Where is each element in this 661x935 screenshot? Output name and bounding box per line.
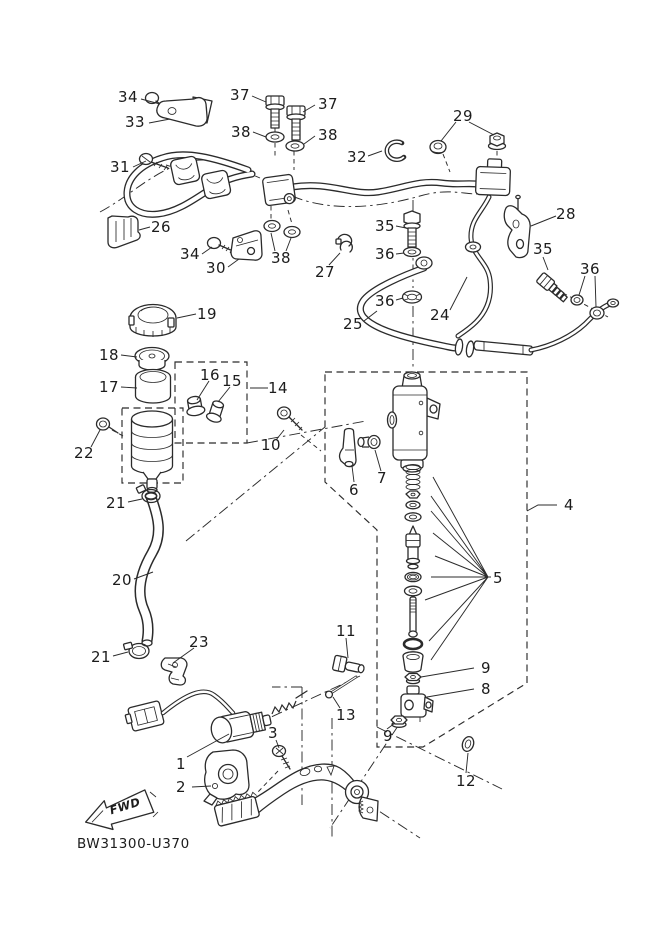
diaphragm-17: [136, 370, 171, 404]
part-label-26: 26: [150, 218, 172, 236]
part-label-34-b: 34: [179, 245, 201, 263]
part-label-36-b: 36: [579, 260, 601, 278]
cotter-pin-13: [326, 677, 356, 698]
part-label-13: 13: [335, 706, 357, 724]
part-label-5: 5: [492, 569, 504, 587]
washer-36-mid: [403, 291, 422, 303]
part-label-12: 12: [455, 772, 477, 790]
part-label-4: 4: [563, 496, 575, 514]
part-label-9-b: 9: [480, 659, 492, 677]
part-label-23: 23: [188, 633, 210, 651]
part-label-21-b: 21: [90, 648, 112, 666]
nut-29-right: [489, 133, 506, 150]
nut-29-left: [430, 141, 446, 154]
push-rod-pin-11: [332, 655, 365, 676]
phantom-lines: [100, 108, 608, 838]
assembly-boxes: [122, 362, 527, 747]
fwd-arrow-label: FWD: [107, 794, 143, 818]
part-label-15: 15: [221, 372, 243, 390]
part-label-2: 2: [175, 778, 187, 796]
part-label-6: 6: [348, 481, 360, 499]
master-cylinder-body: [388, 372, 441, 472]
screw-3: [273, 746, 291, 770]
part-label-38-c: 38: [270, 249, 292, 267]
part-label-25: 25: [342, 315, 364, 333]
reservoir-hose-20: [140, 493, 158, 646]
part-label-18: 18: [98, 346, 120, 364]
part-label-38-b: 38: [317, 126, 339, 144]
clevis-joint-8: [401, 686, 433, 722]
reservoir-body: [132, 411, 173, 493]
part-label-3: 3: [267, 724, 279, 742]
banjo-bolt-35-right: [536, 272, 570, 303]
part-label-32: 32: [346, 148, 368, 166]
part-label-10: 10: [260, 436, 282, 454]
part-label-1: 1: [175, 755, 187, 773]
part-label-33: 33: [124, 113, 146, 131]
washers-36-right: [571, 295, 604, 319]
bolt-37-left: [266, 96, 284, 128]
bracket-30: [231, 231, 262, 260]
part-label-22: 22: [73, 444, 95, 462]
part-label-30: 30: [205, 259, 227, 277]
part-label-9-a: 9: [382, 727, 394, 745]
boot-7: [358, 436, 380, 449]
part-label-28: 28: [555, 205, 577, 223]
piston-kit-5: [403, 464, 423, 672]
part-label-21-a: 21: [105, 494, 127, 512]
part-label-38-a: 38: [230, 123, 252, 141]
part-label-14: 14: [267, 379, 289, 397]
part-label-29: 29: [452, 107, 474, 125]
washers-38-bottom: [264, 221, 300, 238]
part-label-31: 31: [109, 158, 131, 176]
washer-12: [460, 735, 475, 753]
part-label-35-b: 35: [532, 240, 554, 258]
part-label-11: 11: [335, 622, 357, 640]
part-label-35-a: 35: [374, 217, 396, 235]
elbow-joint-6: [340, 429, 356, 467]
part-code: BW31300-U370: [77, 836, 190, 852]
reservoir-cap-19: [129, 305, 176, 338]
part-label-24: 24: [429, 306, 451, 324]
part-label-37-a: 37: [229, 86, 251, 104]
part-label-17: 17: [98, 378, 120, 396]
bolt-37-right: [287, 106, 305, 140]
screw-34-bottom: [208, 238, 234, 254]
clip-32: [387, 140, 406, 160]
washer-38-top-right: [286, 141, 304, 151]
hose-joint-block: [476, 158, 511, 195]
part-label-16: 16: [199, 366, 221, 384]
washer-38-top-left: [266, 132, 284, 142]
brake-switch-1: [209, 707, 273, 745]
part-label-8: 8: [480, 680, 492, 698]
bracket-28: [504, 195, 530, 257]
washer-36-left: [404, 248, 421, 257]
screw-10: [278, 407, 303, 430]
holder-clip-26: [108, 216, 140, 248]
part-label-20: 20: [111, 571, 133, 589]
switch-connector: [124, 700, 165, 732]
part-label-19: 19: [196, 305, 218, 323]
brake-pipe-24: [458, 197, 490, 336]
switch-cable: [163, 692, 233, 713]
part-label-7: 7: [376, 469, 388, 487]
pedal-bracket-2: [204, 750, 249, 805]
joint-16: [184, 395, 205, 417]
nut-9-lower: [391, 716, 407, 727]
part-label-34-a: 34: [117, 88, 139, 106]
nut-9-upper: [405, 674, 421, 684]
hose-union-joint: [262, 174, 296, 207]
bracket-33: [157, 97, 212, 126]
diaphragm-plate-18: [135, 348, 169, 371]
hose-clamp-21-bottom: [123, 642, 149, 658]
part-label-27: 27: [314, 263, 336, 281]
part-label-36-a: 36: [374, 245, 396, 263]
part-label-37-b: 37: [317, 95, 339, 113]
joint-15: [205, 399, 226, 424]
part-label-36-c: 36: [374, 292, 396, 310]
banjo-bolt-35-left: [404, 211, 420, 247]
clamp-27: [336, 234, 352, 252]
